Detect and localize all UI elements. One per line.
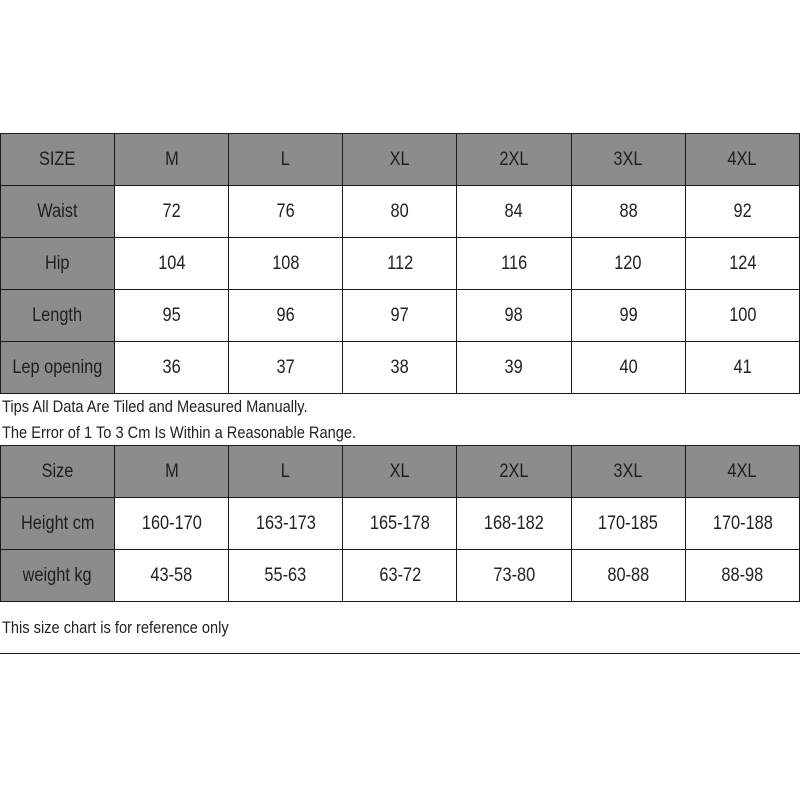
header-cell: 2XL bbox=[457, 134, 571, 186]
table-cell: 84 bbox=[457, 186, 571, 238]
note-line: Tips All Data Are Tiled and Measured Manually. bbox=[2, 397, 308, 416]
table-cell: 39 bbox=[457, 342, 571, 394]
table-cell: 38 bbox=[343, 342, 457, 394]
table-cell: 88-98 bbox=[685, 550, 799, 602]
table-row bbox=[1, 498, 800, 550]
table-cell: 40 bbox=[571, 342, 685, 394]
table-row bbox=[1, 186, 800, 238]
table-cell: 97 bbox=[343, 290, 457, 342]
row-label: Lep opening bbox=[1, 342, 115, 394]
table-cell: 41 bbox=[685, 342, 799, 394]
fit-guide-table bbox=[0, 445, 800, 602]
header-cell: 2XL bbox=[457, 446, 571, 498]
table-cell: 120 bbox=[571, 238, 685, 290]
header-cell: L bbox=[229, 134, 343, 186]
table-cell: 63-72 bbox=[343, 550, 457, 602]
table-cell: 36 bbox=[115, 342, 229, 394]
table-cell: 165-178 bbox=[343, 498, 457, 550]
header-cell: SIZE bbox=[1, 134, 115, 186]
table-cell: 170-188 bbox=[685, 498, 799, 550]
header-cell: 4XL bbox=[685, 446, 799, 498]
table-row bbox=[1, 290, 800, 342]
table-cell: 104 bbox=[115, 238, 229, 290]
fit-header-row bbox=[1, 446, 800, 498]
table-cell: 43-58 bbox=[115, 550, 229, 602]
table-cell: 116 bbox=[457, 238, 571, 290]
table-cell: 96 bbox=[229, 290, 343, 342]
table-row bbox=[1, 238, 800, 290]
table-cell: 168-182 bbox=[457, 498, 571, 550]
table-cell: 73-80 bbox=[457, 550, 571, 602]
header-cell: L bbox=[229, 446, 343, 498]
table-cell: 100 bbox=[685, 290, 799, 342]
table-cell: 55-63 bbox=[229, 550, 343, 602]
table-cell: 72 bbox=[115, 186, 229, 238]
table-cell: 99 bbox=[571, 290, 685, 342]
header-cell: XL bbox=[343, 446, 457, 498]
table-cell: 76 bbox=[229, 186, 343, 238]
header-cell: Size bbox=[1, 446, 115, 498]
table-cell: 37 bbox=[229, 342, 343, 394]
row-label: Length bbox=[1, 290, 115, 342]
measurement-header-row bbox=[1, 134, 800, 186]
table-cell: 112 bbox=[343, 238, 457, 290]
row-label: Height cm bbox=[1, 498, 115, 550]
table-cell: 80-88 bbox=[571, 550, 685, 602]
table-cell: 160-170 bbox=[115, 498, 229, 550]
header-cell: 4XL bbox=[685, 134, 799, 186]
table-row bbox=[1, 342, 800, 394]
table-cell: 80 bbox=[343, 186, 457, 238]
table-cell: 163-173 bbox=[229, 498, 343, 550]
table-cell: 95 bbox=[115, 290, 229, 342]
footer-text: This size chart is for reference only bbox=[2, 618, 229, 637]
table-cell: 170-185 bbox=[571, 498, 685, 550]
header-cell: 3XL bbox=[571, 134, 685, 186]
row-label: Waist bbox=[1, 186, 115, 238]
header-cell: M bbox=[115, 446, 229, 498]
size-chart bbox=[0, 133, 800, 654]
measurement-table bbox=[0, 133, 800, 394]
measurement-notes bbox=[0, 394, 800, 445]
table-cell: 88 bbox=[571, 186, 685, 238]
table-row bbox=[1, 550, 800, 602]
table-cell: 124 bbox=[685, 238, 799, 290]
note-line: The Error of 1 To 3 Cm Is Within a Reasonable Range. bbox=[2, 423, 357, 442]
row-label: Hip bbox=[1, 238, 115, 290]
reference-footer bbox=[0, 602, 800, 654]
table-cell: 92 bbox=[685, 186, 799, 238]
table-cell: 108 bbox=[229, 238, 343, 290]
header-cell: XL bbox=[343, 134, 457, 186]
table-cell: 98 bbox=[457, 290, 571, 342]
header-cell: 3XL bbox=[571, 446, 685, 498]
row-label: weight kg bbox=[1, 550, 115, 602]
header-cell: M bbox=[115, 134, 229, 186]
